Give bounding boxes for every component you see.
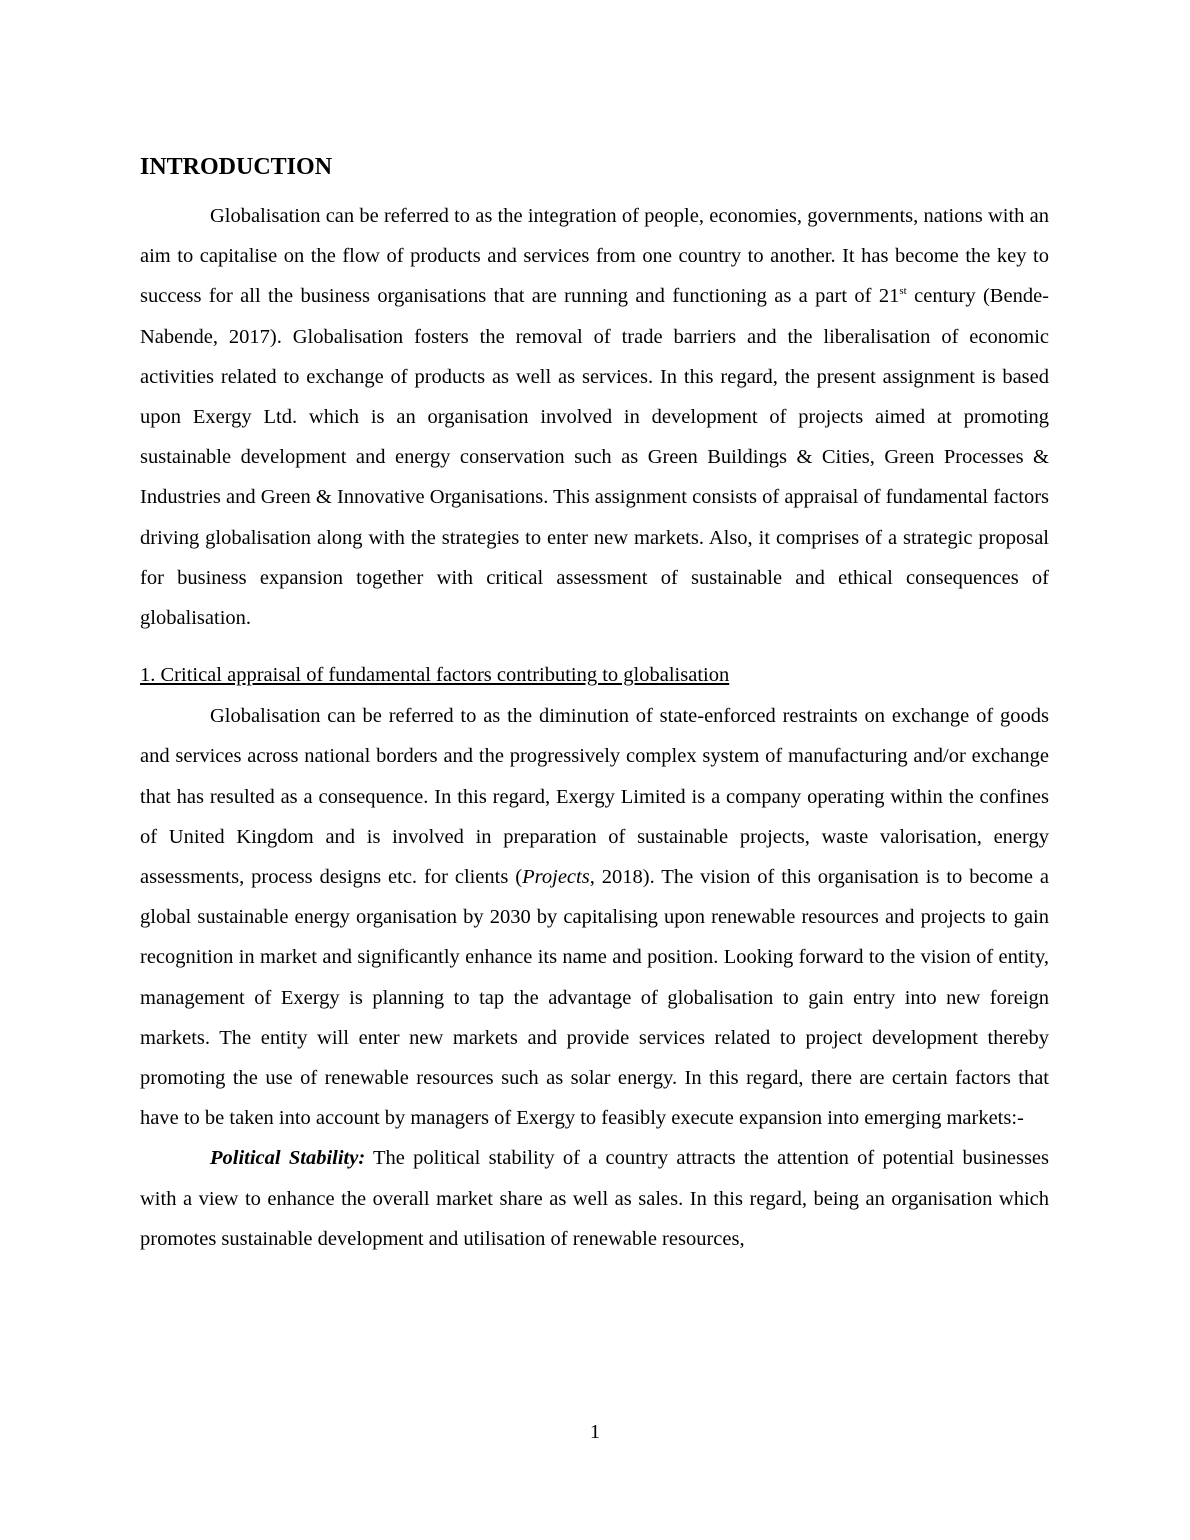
political-stability-text: The political stability of a country attracts the attention of potential businesses with a view to enhance the overall market share as well as sales. In this regard, being an organisation which promotes sustainable development and utilisation of renewable resources, <box>140 1147 1049 1250</box>
intro-text-part2: century (Bende-Nabende, 2017). Globalisation fosters the removal of trade barriers and the liberalisation of economic activities related to exchange of products as well as services. In this regard, the present assignment is based upon Exergy Ltd. which is an organisation involved in development of projects aimed at promoting sustainable development and energy conservation such as Green Buildings & Cities, Green Processes & Industries and Green & Innovative Organisations. This assignment consists of appraisal of fundamental factors driving globalisation along with the strategies to enter new markets. Also, it comprises of a strategic proposal for business expansion together with critical assessment of sustainable and ethical consequences of globalisation. <box>140 285 1050 630</box>
intro-text-part1: Globalisation can be referred to as the integration of people, economies, governments, nations with an aim to capitalise on the flow of products and services from one country to another. It has become the key to success for all the business organisations that are running and functioning as a part of 21 <box>140 205 1049 308</box>
section-1-title: 1. Critical appraisal of fundamental factors contributing to globalisation <box>140 664 730 687</box>
projects-citation-italic: Projects <box>522 866 590 889</box>
superscript-st: st <box>899 285 907 298</box>
introduction-heading: INTRODUCTION <box>140 154 333 180</box>
political-stability-label: Political Stability: <box>210 1147 366 1170</box>
section-1-text-part2: , 2018). The vision of this organisation is to become a global sustainable energy organisation by 2030 by capitalising upon renewable resources and projects to gain recognition in market and significantly enhance its name and position. Looking forward to the vision of entity, management of Exergy is planning to tap the advantage of globalisation to gain entry into new foreign markets. The entity will enter new markets and provide services related to project development thereby promoting the use of renewable resources such as solar energy. In this regard, there are certain factors that have to be taken into account by managers of Exergy to feasibly execute expansion into emerging markets:- <box>140 866 1049 1130</box>
political-stability-paragraph <box>140 1138 1049 1259</box>
document-page <box>140 150 1049 1259</box>
intro-paragraph <box>140 196 1049 638</box>
section-1-paragraph-1 <box>140 696 1049 1138</box>
section-1-text-part1: Globalisation can be referred to as the diminution of state-enforced restraints on exchange of goods and services across national borders and the progressively complex system of manufacturing and/or exchange that has resulted as a consequence. In this regard, Exergy Limited is a company operating within the confines of United Kingdom and is involved in preparation of sustainable projects, waste valorisation, energy assessments, process designs etc. for clients ( <box>140 705 1049 889</box>
page-number: 1 <box>589 1421 601 1443</box>
